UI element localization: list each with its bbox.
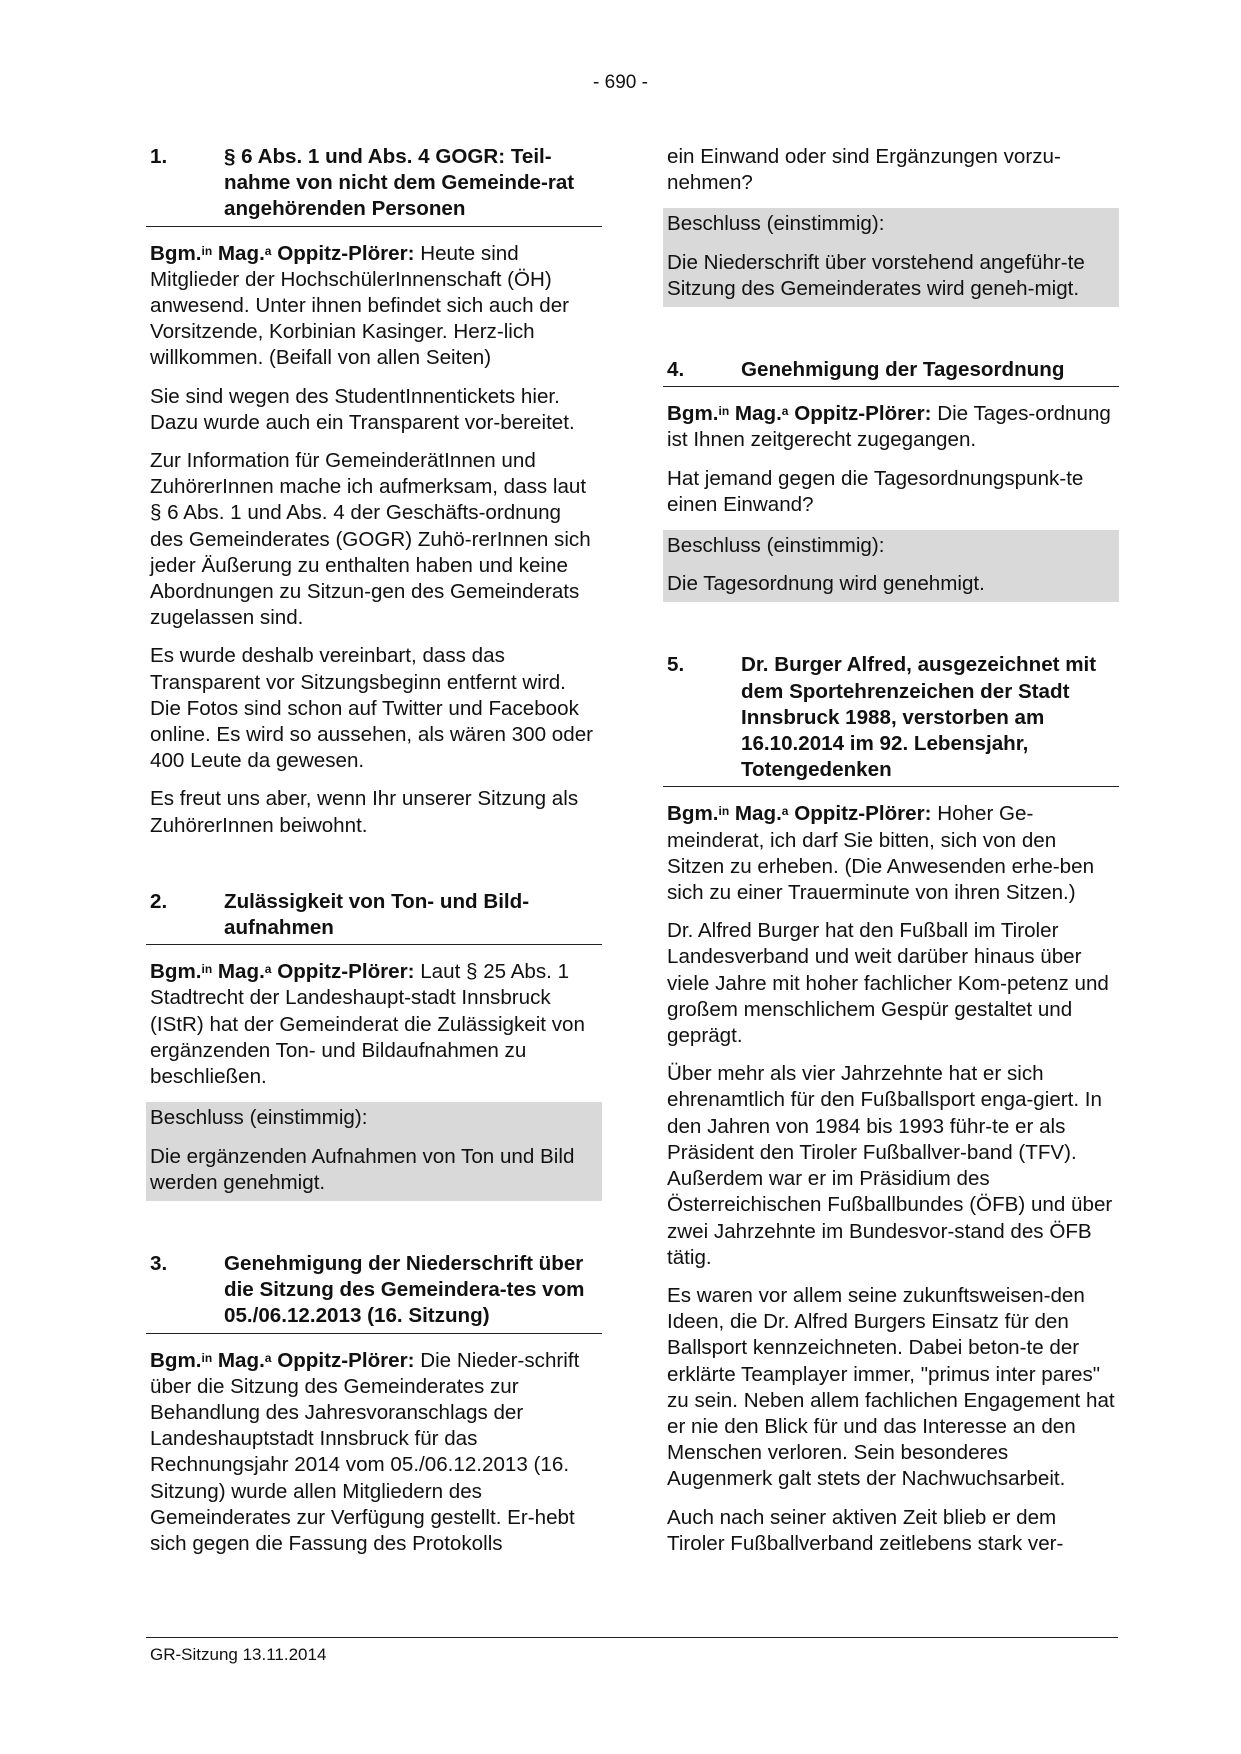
footer-text: GR-Sitzung 13.11.2014	[150, 1645, 327, 1664]
left-column	[146, 144, 602, 1569]
section-number: 2.	[150, 889, 168, 913]
section-2-heading	[146, 889, 602, 945]
paragraph: Auch nach seiner aktiven Zeit blieb er dem Tiroler Fußballverband zeitlebens stark ver-	[667, 1505, 1064, 1555]
section-3-heading	[146, 1251, 602, 1334]
section-4-heading	[663, 357, 1119, 387]
speaker-name: Bgm.$^{in}$ Mag.$^a$ Oppitz-Plörer:	[150, 960, 415, 984]
paragraph: Es freut uns aber, wenn Ihr unserer Sitzung als ZuhörerInnen beiwohnt.	[150, 787, 579, 837]
paragraph: Hat jemand gegen die Tagesordnungspunk-te einen Einwand?	[667, 466, 1084, 516]
section-1-heading	[146, 144, 602, 227]
section-number: 3.	[150, 1251, 168, 1275]
speaker-name: Bgm.$^{in}$ Mag.$^a$ Oppitz-Plörer:	[150, 1348, 415, 1372]
paragraph: Bgm.$^{in}$ Mag.$^a$ Oppitz-Plörer: Die Tages-ordnung ist Ihnen zeitgerecht zugegangen.	[667, 402, 1111, 452]
paragraph: Dr. Alfred Burger hat den Fußball im Tiroler Landesverband und weit darüber hinaus über viele Jahre mit hoher fachlicher Kom-petenz und großem menschlichem Gespür gestaltet und geprägt.	[667, 919, 1109, 1048]
decision-box	[663, 208, 1119, 307]
section-title: Dr. Burger Alfred, ausgezeichnet mit dem Sportehrenzeichen der Stadt Innsbruck 1988, verstorben am 16.10.2014 im 92. Lebensjahr, Totengedenken	[741, 653, 1097, 782]
section-title: § 6 Abs. 1 und Abs. 4 GOGR: Teil-nahme von nicht dem Gemeinde-rat angehörenden Personen	[224, 145, 575, 221]
section-number: 5.	[667, 653, 685, 677]
decision-label: Beschluss (einstimmig):	[667, 212, 885, 236]
paragraph: Bgm.$^{in}$ Mag.$^a$ Oppitz-Plörer: Heute sind Mitglieder der HochschülerInnenschaft (ÖH) anwesend. Unter ihnen befindet sich auch der Vorsitzende, Korbinian Kasinger. Herz-lich willkommen. (Beifall von allen Seiten)	[150, 241, 570, 370]
paragraph: Bgm.$^{in}$ Mag.$^a$ Oppitz-Plörer: Die Nieder-schrift über die Sitzung des Gemeinderates zur Behandlung des Jahresvoranschlags der Landeshauptstadt Innsbruck für das Rechnungsjahr 2014 vom 05./06.12.2013 (16. Sitzung) wurde allen Mitgliedern des Gemeinderates zur Verfügung gestellt. Er-hebt sich gegen die Fassung des Protokolls	[150, 1348, 580, 1555]
section-5-heading	[663, 652, 1119, 787]
paragraph: Es waren vor allem seine zukunftsweisen-den Ideen, die Dr. Alfred Burgers Einsatz für den Ballsport kennzeichneten. Dabei beton-te der erklärte Teamplayer immer, "primus inter pares" zu sein. Neben allem fachlichen Engagement hat er nie den Blick für und das Interesse an den Menschen verloren. Sein besonderes Augenmerk galt stets der Nachwuchsarbeit.	[667, 1283, 1115, 1491]
paragraph: Bgm.$^{in}$ Mag.$^a$ Oppitz-Plörer: Hoher Ge-meinderat, ich darf Sie bitten, sich von den Sitzen zu erheben. (Die Anwesenden erhe-ben sich zu einer Trauerminute von ihren Sitzen.)	[667, 802, 1095, 905]
speaker-name: Bgm.$^{in}$ Mag.$^a$ Oppitz-Plörer:	[667, 802, 932, 826]
paragraph: Über mehr als vier Jahrzehnte hat er sich ehrenamtlich für den Fußballsport enga-giert. In den Jahren von 1984 bis 1993 führ-te er als Präsident den Tiroler Fußballver-band (TFV). Außerdem war er im Präsidium des Österreichischen Fußballbundes (ÖFB) und über zwei Jahrzehnte im Bundesvor-stand des ÖFB tätig.	[667, 1062, 1113, 1269]
decision-label: Beschluss (einstimmig):	[667, 534, 885, 558]
speaker-name: Bgm.$^{in}$ Mag.$^a$ Oppitz-Plörer:	[667, 402, 932, 426]
section-title: Genehmigung der Tagesordnung	[741, 358, 1065, 382]
right-column	[663, 144, 1119, 1569]
decision-text: Die Tagesordnung wird genehmigt.	[667, 572, 985, 596]
paragraph: Bgm.$^{in}$ Mag.$^a$ Oppitz-Plörer: Laut § 25 Abs. 1 Stadtrecht der Landeshaupt-stadt Innsbruck (IStR) hat der Gemeinderat die Zulässigkeit von ergänzenden Ton- und Bildaufnahmen zu beschließen.	[150, 960, 585, 1089]
paragraph: ein Einwand oder sind Ergänzungen vorzu-nehmen?	[667, 145, 1061, 195]
decision-text: Die Niederschrift über vorstehend angeführ-te Sitzung des Gemeinderates wird geneh-migt.	[667, 250, 1085, 300]
paragraph: Zur Information für GemeinderätInnen und ZuhörerInnen mache ich aufmerksam, dass laut § 6 Abs. 1 und Abs. 4 der Geschäfts-ordnung des Gemeinderates (GOGR) Zuhö-rerInnen sich jeder Äußerung zu enthalten haben und keine Abordnungen zu Sitzun-gen des Gemeinderats zugelassen sind.	[150, 449, 591, 630]
decision-box	[663, 530, 1119, 602]
page-number: - 690 -	[593, 72, 648, 93]
paragraph: Es wurde deshalb vereinbart, dass das Transparent vor Sitzungsbeginn entfernt wird. Die Fotos sind schon auf Twitter und Facebook online. Es wird so aussehen, als wären 300 oder 400 Leute da gewesen.	[150, 644, 594, 773]
section-title: Genehmigung der Niederschrift über die Sitzung des Gemeindera-tes vom 05./06.12.2013 (16. Sitzung)	[224, 1251, 585, 1328]
paragraph: Sie sind wegen des StudentInnentickets hier. Dazu wurde auch ein Transparent vor-bereitet.	[150, 384, 575, 434]
section-number: 4.	[667, 358, 685, 382]
section-number: 1.	[150, 145, 168, 168]
speaker-name: Bgm.$^{in}$ Mag.$^a$ Oppitz-Plörer:	[150, 241, 415, 265]
section-title: Zulässigkeit von Ton- und Bild-aufnahmen	[224, 889, 530, 940]
footer-rule	[146, 1637, 1118, 1638]
decision-box	[146, 1102, 602, 1201]
decision-text: Die ergänzenden Aufnahmen von Ton und Bild werden genehmigt.	[150, 1144, 575, 1194]
decision-label: Beschluss (einstimmig):	[150, 1106, 368, 1130]
